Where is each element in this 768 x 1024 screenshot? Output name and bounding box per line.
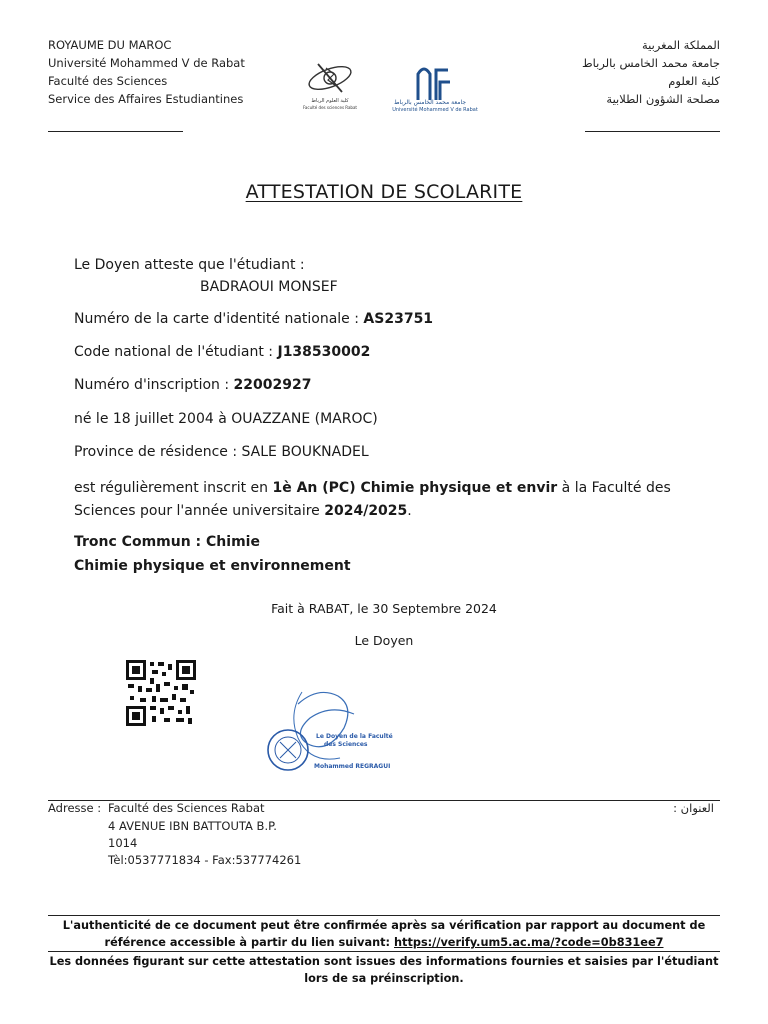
address-line-1: Faculté des Sciences Rabat [108, 801, 265, 815]
registration-program: 1è An (PC) Chimie physique et envir [272, 480, 558, 496]
qr-code [126, 660, 196, 726]
student-name: BADRAOUI MONSEF [200, 279, 338, 295]
header-rule-left [48, 131, 183, 132]
header-kingdom: ROYAUME DU MAROC [48, 38, 172, 52]
header-ar-university: جامعة محمد الخامس بالرباط [581, 56, 720, 70]
registration-text-3: . [407, 503, 412, 519]
svg-text:des Sciences: des Sciences [324, 741, 368, 748]
header-service: Service des Affaires Estudiantines [48, 92, 244, 106]
inscription-label: Numéro d'inscription : [74, 377, 234, 393]
registration-text-1: est régulièrement inscrit en [74, 480, 273, 496]
footer-rule-mid [48, 951, 720, 952]
cin-value: AS23751 [363, 311, 434, 327]
authenticity-notice [48, 917, 720, 951]
header-university: Université Mohammed V de Rabat [48, 56, 245, 70]
address-label-ar: العنوان : [673, 801, 714, 815]
registration-paragraph [74, 477, 674, 523]
header-faculty: Faculté des Sciences [48, 74, 168, 88]
cne-line [74, 344, 370, 360]
cne-label: Code national de l'étudiant : [74, 344, 278, 360]
header-ar-service: مصلحة الشؤون الطلابية [606, 92, 720, 106]
header-left [48, 36, 245, 108]
address-label: Adresse : [48, 801, 102, 815]
header-ar-faculty: كلية العلوم [668, 74, 720, 88]
province-line: Province de résidence : SALE BOUKNADEL [74, 444, 369, 460]
cin-label: Numéro de la carte d'identité nationale : [74, 311, 364, 327]
um5-logo-caption: Université Mohammed V de Rabat [392, 107, 478, 113]
tronc-commun: Tronc Commun : Chimie [74, 534, 260, 550]
footer-rule-top [48, 915, 720, 916]
place-date: Fait à RABAT, le 30 Septembre 2024 [271, 601, 497, 616]
registration-text-2: à la Faculté des Sciences pour l'année universitaire [74, 480, 671, 519]
address-line-4: Tèl:0537771834 - Fax:537774261 [108, 853, 302, 867]
svg-text:كلية العلوم الرباط: كلية العلوم الرباط [311, 98, 349, 104]
registration-year: 2024/2025 [324, 503, 408, 519]
header-right-ar [582, 36, 720, 108]
svg-text:Le Doyen de la Faculté: Le Doyen de la Faculté [316, 733, 393, 740]
official-stamp-signature [258, 684, 398, 784]
svg-text:جامعة محمد الخامس بالرباط: جامعة محمد الخامس بالرباط [394, 99, 467, 106]
cin-line [74, 311, 433, 327]
inscription-value: 22002927 [233, 377, 312, 393]
cne-value: J138530002 [277, 344, 371, 360]
intro-text: Le Doyen atteste que l'étudiant : [74, 257, 305, 273]
data-source-note: Les données figurant sur cette attestation sont issues des informations fournies et saisies par l'étudiant lors de sa préinscription. [49, 955, 719, 985]
address-line-2: 4 AVENUE IBN BATTOUTA B.P. [108, 819, 277, 833]
signatory-role: Le Doyen [354, 633, 414, 648]
document-title: ATTESTATION DE SCOLARITE [245, 181, 523, 203]
header-rule-right [585, 131, 720, 132]
address-line-3: 1014 [108, 836, 138, 850]
birth-line: né le 18 juillet 2004 à OUAZZANE (MAROC) [74, 411, 378, 427]
header-ar-kingdom: المملكة المغربية [641, 38, 720, 52]
filiere: Chimie physique et environnement [74, 558, 351, 574]
inscription-line [74, 377, 311, 393]
fsr-logo-caption: Faculté des sciences Rabat [303, 105, 357, 110]
fsr-logo [300, 56, 360, 116]
authenticity-text: L'authenticité de ce document peut être confirmée après sa vérification par rapport au document de référence accessible à partir du lien suivant: [62, 919, 706, 949]
verify-link[interactable]: https://verify.um5.ac.ma/?code=0b831ee7 [394, 936, 664, 949]
svg-text:Mohammed REGRAGUI: Mohammed REGRAGUI [314, 763, 391, 770]
um5-logo [384, 60, 486, 114]
